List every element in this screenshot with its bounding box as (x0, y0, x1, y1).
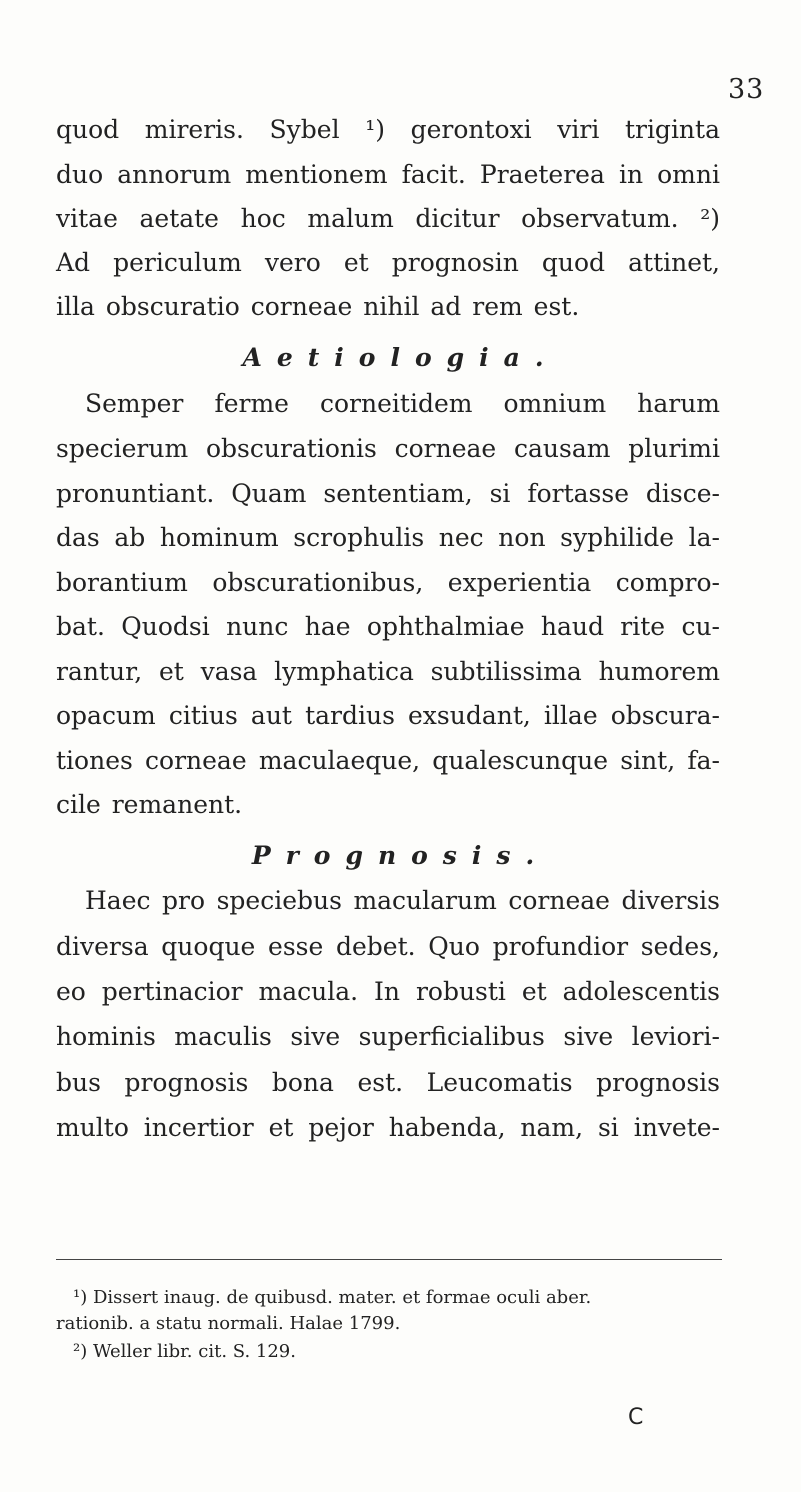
footnote-2: ²) Weller libr. cit. S. 129. (73, 1341, 296, 1362)
text-line: Ad periculum vero et prognosin quod attinet, (56, 248, 720, 277)
section-heading-aetiologia: Aetiologia. (242, 343, 559, 372)
text-line: opacum citius aut tardius exsudant, illae obscura- (56, 701, 720, 730)
section-heading-prognosis: Prognosis. (251, 841, 550, 870)
text-line: eo pertinacior macula. In robusti et adolescentis (56, 977, 720, 1006)
text-line: Semper ferme corneitidem omnium harum (85, 389, 720, 418)
footnote-1-continuation: rationib. a statu normali. Halae 1799. (56, 1313, 401, 1334)
page-number: 33 (728, 74, 765, 105)
text-line: hominis maculis sive superficialibus sive leviori- (56, 1022, 720, 1051)
text-line: vitae aetate hoc malum dicitur observatum. ²) (56, 204, 720, 233)
text-line: bat. Quodsi nunc hae ophthalmiae haud rite cu- (56, 612, 720, 641)
footnote-1: ¹) Dissert inaug. de quibusd. mater. et formae oculi aber. (73, 1287, 592, 1308)
text-line: diversa quoque esse debet. Quo profundior sedes, (56, 932, 720, 961)
text-line: cile remanent. (56, 790, 243, 819)
signature-mark: C (628, 1405, 644, 1430)
text-line: pronuntiant. Quam sententiam, si fortasse disce- (56, 479, 720, 508)
text-line: quod mireris. Sybel ¹) gerontoxi viri triginta (56, 115, 720, 144)
text-line: das ab hominum scrophulis nec non syphilide la- (56, 523, 720, 552)
footnote-divider (56, 1259, 722, 1260)
text-line: bus prognosis bona est. Leucomatis prognosis (56, 1068, 720, 1097)
text-line: duo annorum mentionem facit. Praeterea in omni (56, 160, 720, 189)
text-line: tiones corneae maculaeque, qualescunque sint, fa- (56, 746, 720, 775)
text-line: specierum obscurationis corneae causam plurimi (56, 434, 720, 463)
text-line: Haec pro speciebus macularum corneae diversis (85, 886, 720, 915)
text-line: multo incertior et pejor habenda, nam, si invete- (56, 1113, 720, 1142)
text-line: rantur, et vasa lymphatica subtilissima humorem (56, 657, 720, 686)
text-line: illa obscuratio corneae nihil ad rem est. (56, 292, 580, 321)
text-line: borantium obscurationibus, experientia compro- (56, 568, 720, 597)
